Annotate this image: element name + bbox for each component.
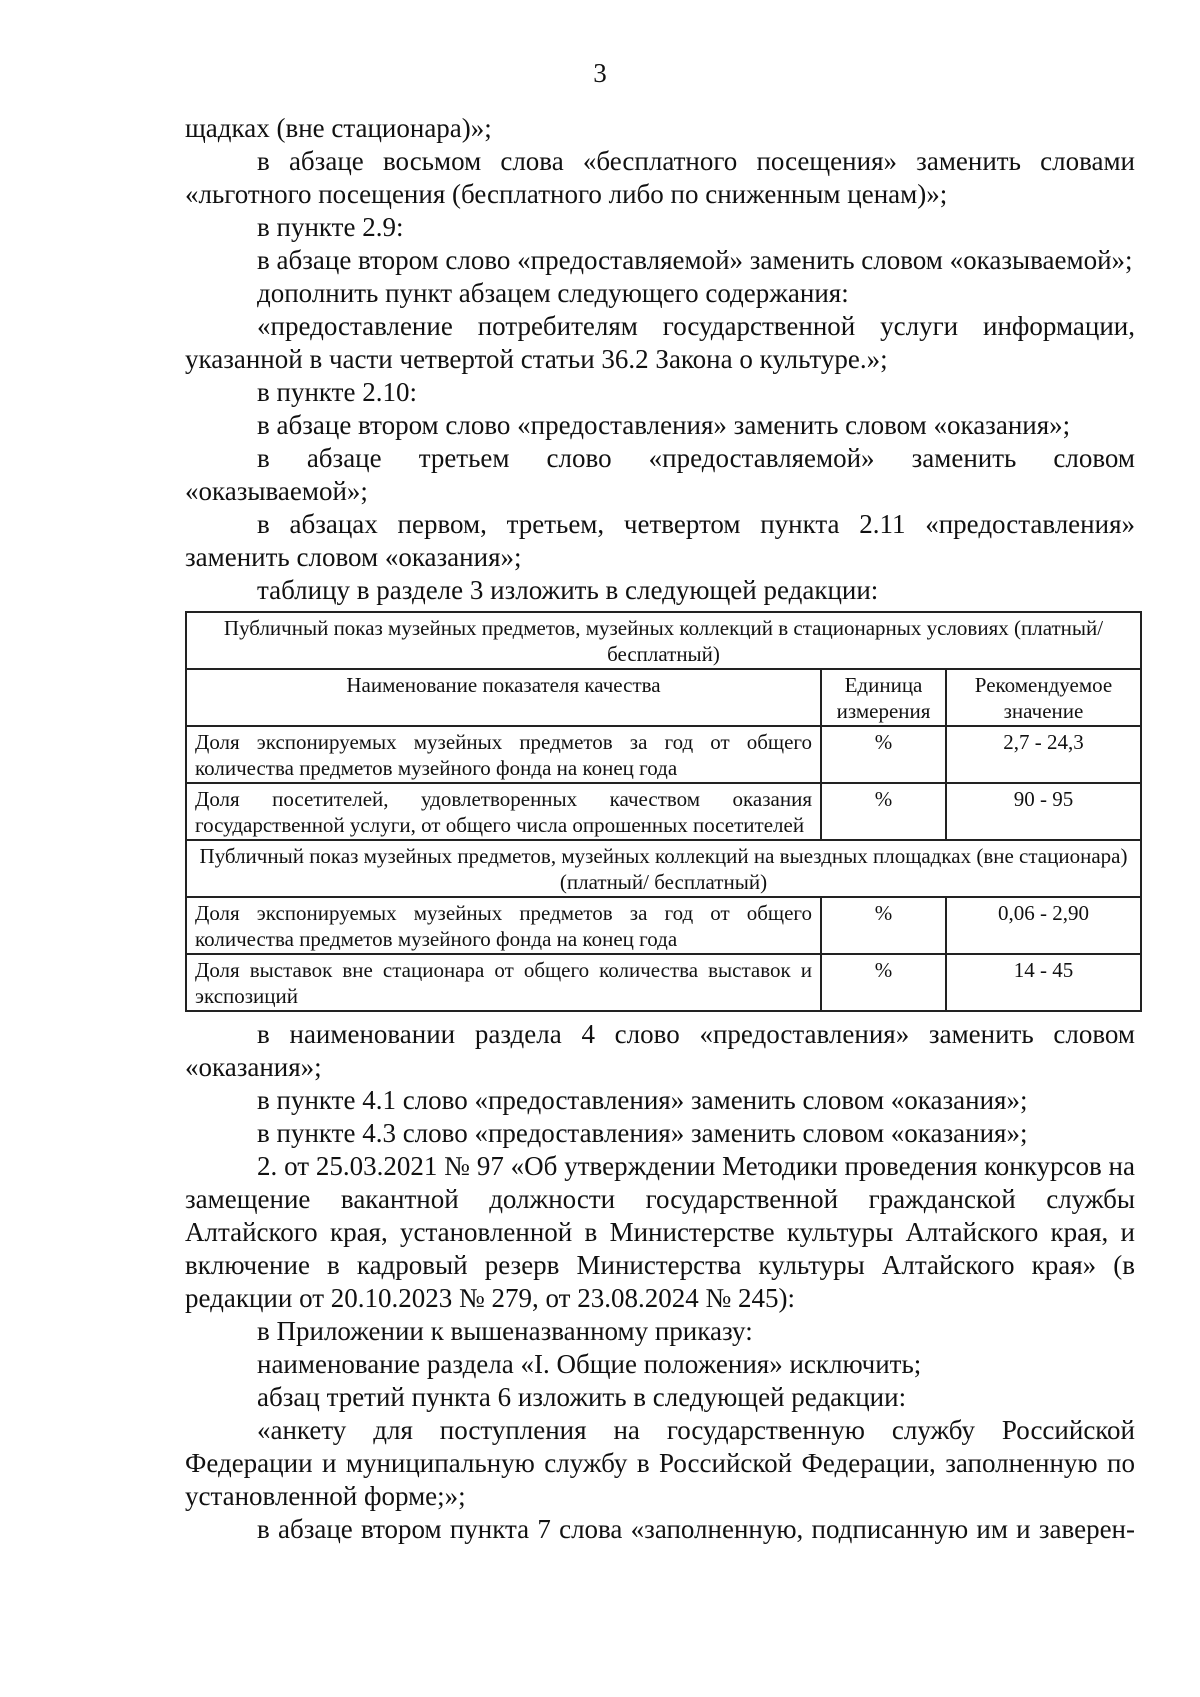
paragraph: в абзаце третьем слово «предоставляемой» заменить словом «оказываемой»; (185, 443, 1135, 506)
header-unit: Единица измерения (821, 669, 946, 726)
quality-indicators-table (185, 611, 1142, 1012)
table-row (186, 897, 1141, 954)
paragraph: в пункте 2.10: (257, 377, 417, 407)
indicator-name-cell: Доля экспонируемых музейных предметов за год от общего количества предметов музейного фонда на конец года (186, 897, 821, 954)
paragraph: в наименовании раздела 4 слово «предоставления» заменить словом «оказания»; (185, 1019, 1135, 1082)
paragraph: дополнить пункт абзацем следующего содержания: (257, 278, 849, 308)
paragraph: таблицу в разделе 3 изложить в следующей редакции: (257, 575, 879, 605)
value-cell: 0,06 - 2,90 (946, 897, 1141, 954)
paragraph: в абзаце втором пункта 7 слова «заполненную, подписанную им и заверен- (257, 1514, 1135, 1544)
indicator-name-cell: Доля экспонируемых музейных предметов за год от общего количества предметов музейного фонда на конец года (186, 726, 821, 783)
paragraph: 2. от 25.03.2021 № 97 «Об утверждении Методики проведения конкурсов на замещение вакантной должности государственной гражданской службы Алтайского края, установленной в Министерстве культуры Алтайского края, и включение в кадровый резерв Министерства культуры Алтайского края» (в редакции от 20.10.2023 № 279, от 23.08.2024 № 245): (185, 1151, 1135, 1313)
paragraph: «предоставление потребителям государственной услуги информации, указанной в части четвертой статьи 36.2 Закона о культуре.»; (185, 311, 1135, 374)
paragraph: в Приложении к вышеназванному приказу: (257, 1316, 753, 1346)
value-cell: 90 - 95 (946, 783, 1141, 840)
paragraph: в абзаце втором слово «предоставления» заменить словом «оказания»; (257, 410, 1071, 440)
unit-cell: % (821, 726, 946, 783)
paragraph: в абзаце втором слово «предоставляемой» заменить словом «оказываемой»; (257, 245, 1133, 275)
paragraph: «анкету для поступления на государственную службу Российской Федерации и муниципальную службу в Российской Федерации, заполненную по установленной форме;»; (185, 1415, 1135, 1511)
indicator-name-cell: Доля выставок вне стационара от общего количества выставок и экспозиций (186, 954, 821, 1011)
paragraph: щадках (вне стационара)»; (185, 113, 492, 143)
unit-cell: % (821, 897, 946, 954)
table-section-row (186, 840, 1141, 897)
paragraph: в абзаце восьмом слова «бесплатного посещения» заменить словами «льготного посещения (бесплатного либо по сниженным ценам)»; (185, 146, 1135, 209)
paragraph: в пункте 4.1 слово «предоставления» заменить словом «оказания»; (257, 1085, 1028, 1115)
table-section-row (186, 612, 1141, 669)
paragraphs-before-table (185, 112, 1135, 607)
section-title-stationary: Публичный показ музейных предметов, музейных коллекций в стационарных условиях (платный/ бесплатный) (186, 612, 1141, 669)
header-indicator-name: Наименование показателя качества (186, 669, 821, 726)
unit-cell: % (821, 954, 946, 1011)
paragraph: абзац третий пункта 6 изложить в следующей редакции: (257, 1382, 907, 1412)
paragraph: в абзацах первом, третьем, четвертом пункта 2.11 «предоставления» заменить словом «оказания»; (185, 509, 1135, 572)
indicator-name-cell: Доля посетителей, удовлетворенных качеством оказания государственной услуги, от общего числа опрошенных посетителей (186, 783, 821, 840)
section-title-offsite: Публичный показ музейных предметов, музейных коллекций на выездных площадках (вне стационара) (платный/ бесплатный) (186, 840, 1141, 897)
paragraph: в пункте 2.9: (257, 212, 404, 242)
table-row (186, 726, 1141, 783)
table-row (186, 954, 1141, 1011)
document-body (185, 112, 1135, 1546)
value-cell: 14 - 45 (946, 954, 1141, 1011)
table-row (186, 783, 1141, 840)
paragraph: наименование раздела «I. Общие положения» исключить; (257, 1349, 922, 1379)
value-cell: 2,7 - 24,3 (946, 726, 1141, 783)
unit-cell: % (821, 783, 946, 840)
table-header-row (186, 669, 1141, 726)
page-number: 3 (593, 58, 607, 88)
paragraphs-after-table (185, 1018, 1135, 1546)
paragraph: в пункте 4.3 слово «предоставления» заменить словом «оказания»; (257, 1118, 1028, 1148)
header-recommended-value: Рекомендуемое значение (946, 669, 1141, 726)
